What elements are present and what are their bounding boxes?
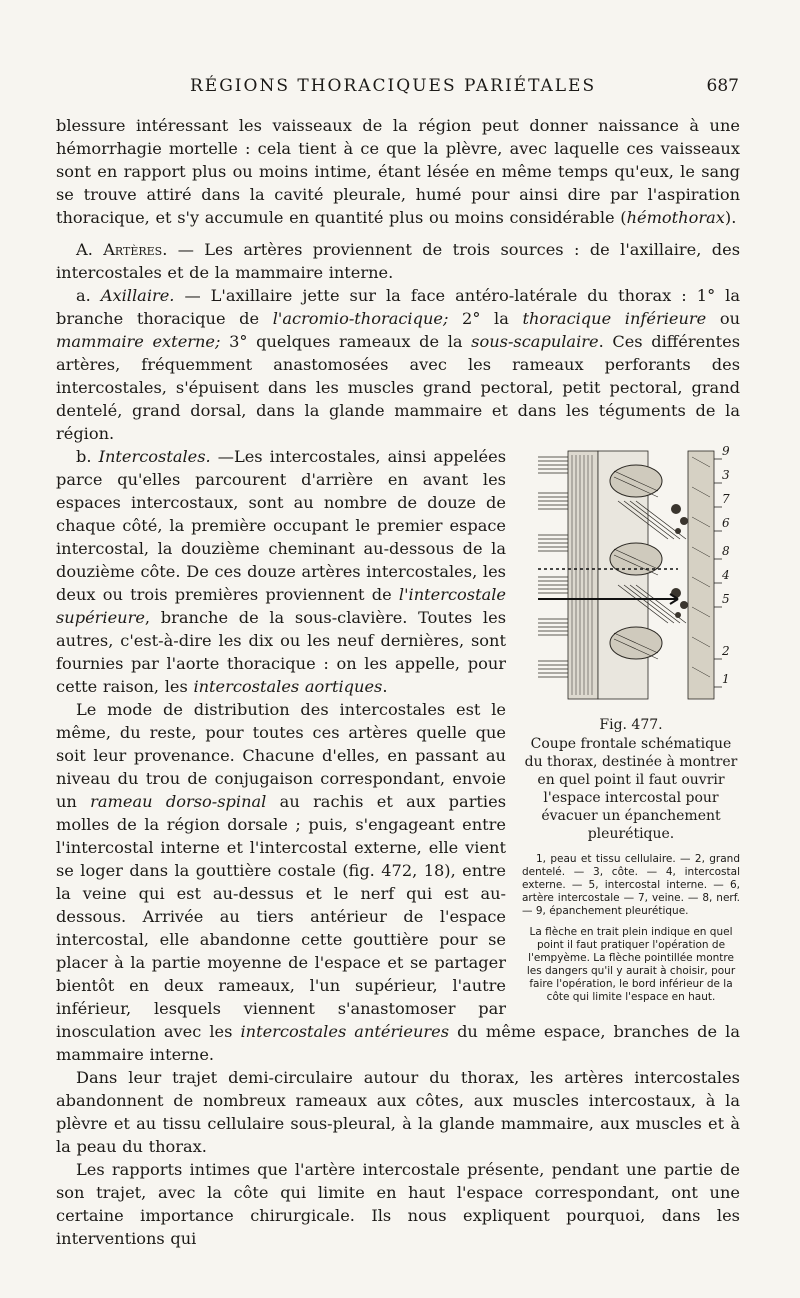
figure-label-7: 7 <box>722 492 730 506</box>
figure-legend: 1, peau et tissu cellulaire. — 2, grand dentelé. — 3, côte. — 4, intercostal externe. — 5, intercostal interne. — 6, artère intercostale — 7, veine. — 8, nerf. — 9, épanchement pleurétique. <box>522 853 740 917</box>
figure-label-6: 6 <box>722 516 730 530</box>
figure-label-4: 4 <box>722 568 730 582</box>
paragraph-distribution: Le mode de distribution des intercostales est le même, du reste, pour toutes ces artères quelle que soit leur provenance. Chacune d'elles, en passant au niveau du trou de conjugaison correspondant, envoie un rameau dorso-spinal au rachis et aux parties molles de la région dorsale ; puis, s'engageant entre l'intercostal interne et l'intercostal externe, elle vient se loger dans la gouttière costale (fig. 472, 18), entre la veine qui est au-dessus et le nerf qui est au-dessous. Arrivée au tiers antérieur de l'espace intercostal, elle abandonne cette gouttière pour se placer à la partie moyenne de l'espace et se partager bientôt en deux rameaux, l'un supérieur, l'autre inférieur, lesquels viennent s'anastomoser par inosculation avec les intercostales antérieures du même espace, branches de la mammaire interne. <box>56 700 740 1064</box>
running-title: RÉGIONS THORACIQUES PARIÉTALES <box>190 76 597 96</box>
page-number: 687 <box>706 76 739 96</box>
figure-note: La flèche en trait plein indique en quel point il faut pratiquer l'opération de l'empyème. La flèche pointillée montre les dangers qu'il y aurait à choisir, pour faire l'opération, le bord inférieur de la côte qui limite l'espace en haut. <box>526 926 736 1003</box>
figure-label-2: 2 <box>722 644 730 658</box>
figure-477 <box>522 444 740 1004</box>
figure-label-5: 5 <box>722 592 730 606</box>
figure-label-9: 9 <box>722 444 730 458</box>
figure-label-3: 3 <box>722 468 730 482</box>
figure-number: Fig. 477. <box>599 717 663 733</box>
running-header <box>0 76 800 100</box>
paragraph-axillaire: a. Axillaire. — L'axillaire jette sur la face antéro-latérale du thorax : 1° la branche thoracique de l'acromio-thoracique; 2° la thoracique inférieure ou mammaire externe; 3° quelques rameaux de la sous-scapulaire. Ces différentes artères, fréquemment anastomosées avec les rameaux perforants des intercostales, s'épuisent dans les muscles grand pectoral, petit pectoral, grand dentelé, grand dorsal, dans la glande mammaire et dans les téguments de la région. <box>56 286 740 443</box>
section-heading-arteres: A. Artères. <box>76 240 168 259</box>
paragraph-trajet: Dans leur trajet demi-circulaire autour du thorax, les artères intercostales abandonnent de nombreux rameaux aux côtes, aux muscles intercostaux, à la plèvre et au tissu cellulaire sous-pleural, à la glande mammaire, aux muscles et à la peau du thorax. <box>56 1068 740 1156</box>
paragraph-intercostales: b. Intercostales. —Les intercostales, ainsi appelées parce qu'elles parcourent d'arrière en avant les espaces intercostaux, sont au nombre de douze de chaque côté, la première occupant le premier espace intercostal, la douzième cheminant au-dessous de la douzième côte. De ces douze artères intercostales, les deux ou trois premières proviennent de l'intercostale supérieure, branche de la sous-clavière. Toutes les autres, c'est-à-dire les dix ou les neuf dernières, sont fournies par l'aorte thoracique : on les appelle, pour cette raison, les intercostales aortiques. <box>56 447 507 696</box>
figure-title: Coupe frontale schématique du thorax, destinée à montrer en quel point il faut ouvrir l'espace intercostal pour évacuer un épanchement pleurétique. <box>524 736 738 842</box>
figure-label-8: 8 <box>722 544 730 558</box>
paragraph-rapports: Les rapports intimes que l'artère intercostale présente, pendant une partie de son trajet, avec la côte qui limite en haut l'espace correspondant, ont une certaine importance chirurgicale. Ils nous expliquent pourquoi, dans les interventions qui <box>56 1160 740 1248</box>
paragraph-arteres: A. Artères. — Les artères proviennent de trois sources : de l'axillaire, des intercostales et de la mammaire interne. <box>56 240 741 282</box>
page-body <box>56 114 740 1250</box>
paragraph-hemothorax: blessure intéressant les vaisseaux de la région peut donner naissance à une hémorrhagie mortelle : cela tient à ce que la plèvre, avec laquelle ces vaisseaux sont en rapport plus ou moins intime, étant lésée en même temps qu'eux, le sang se trouve attiré dans la cavité pleurale, humé pour ainsi dire par l'aspiration thoracique, et s'y accumule en quantité plus ou moins considérable (hémothorax). <box>56 116 740 227</box>
figure-label-1: 1 <box>722 672 730 686</box>
thorax-section-diagram <box>528 444 730 709</box>
